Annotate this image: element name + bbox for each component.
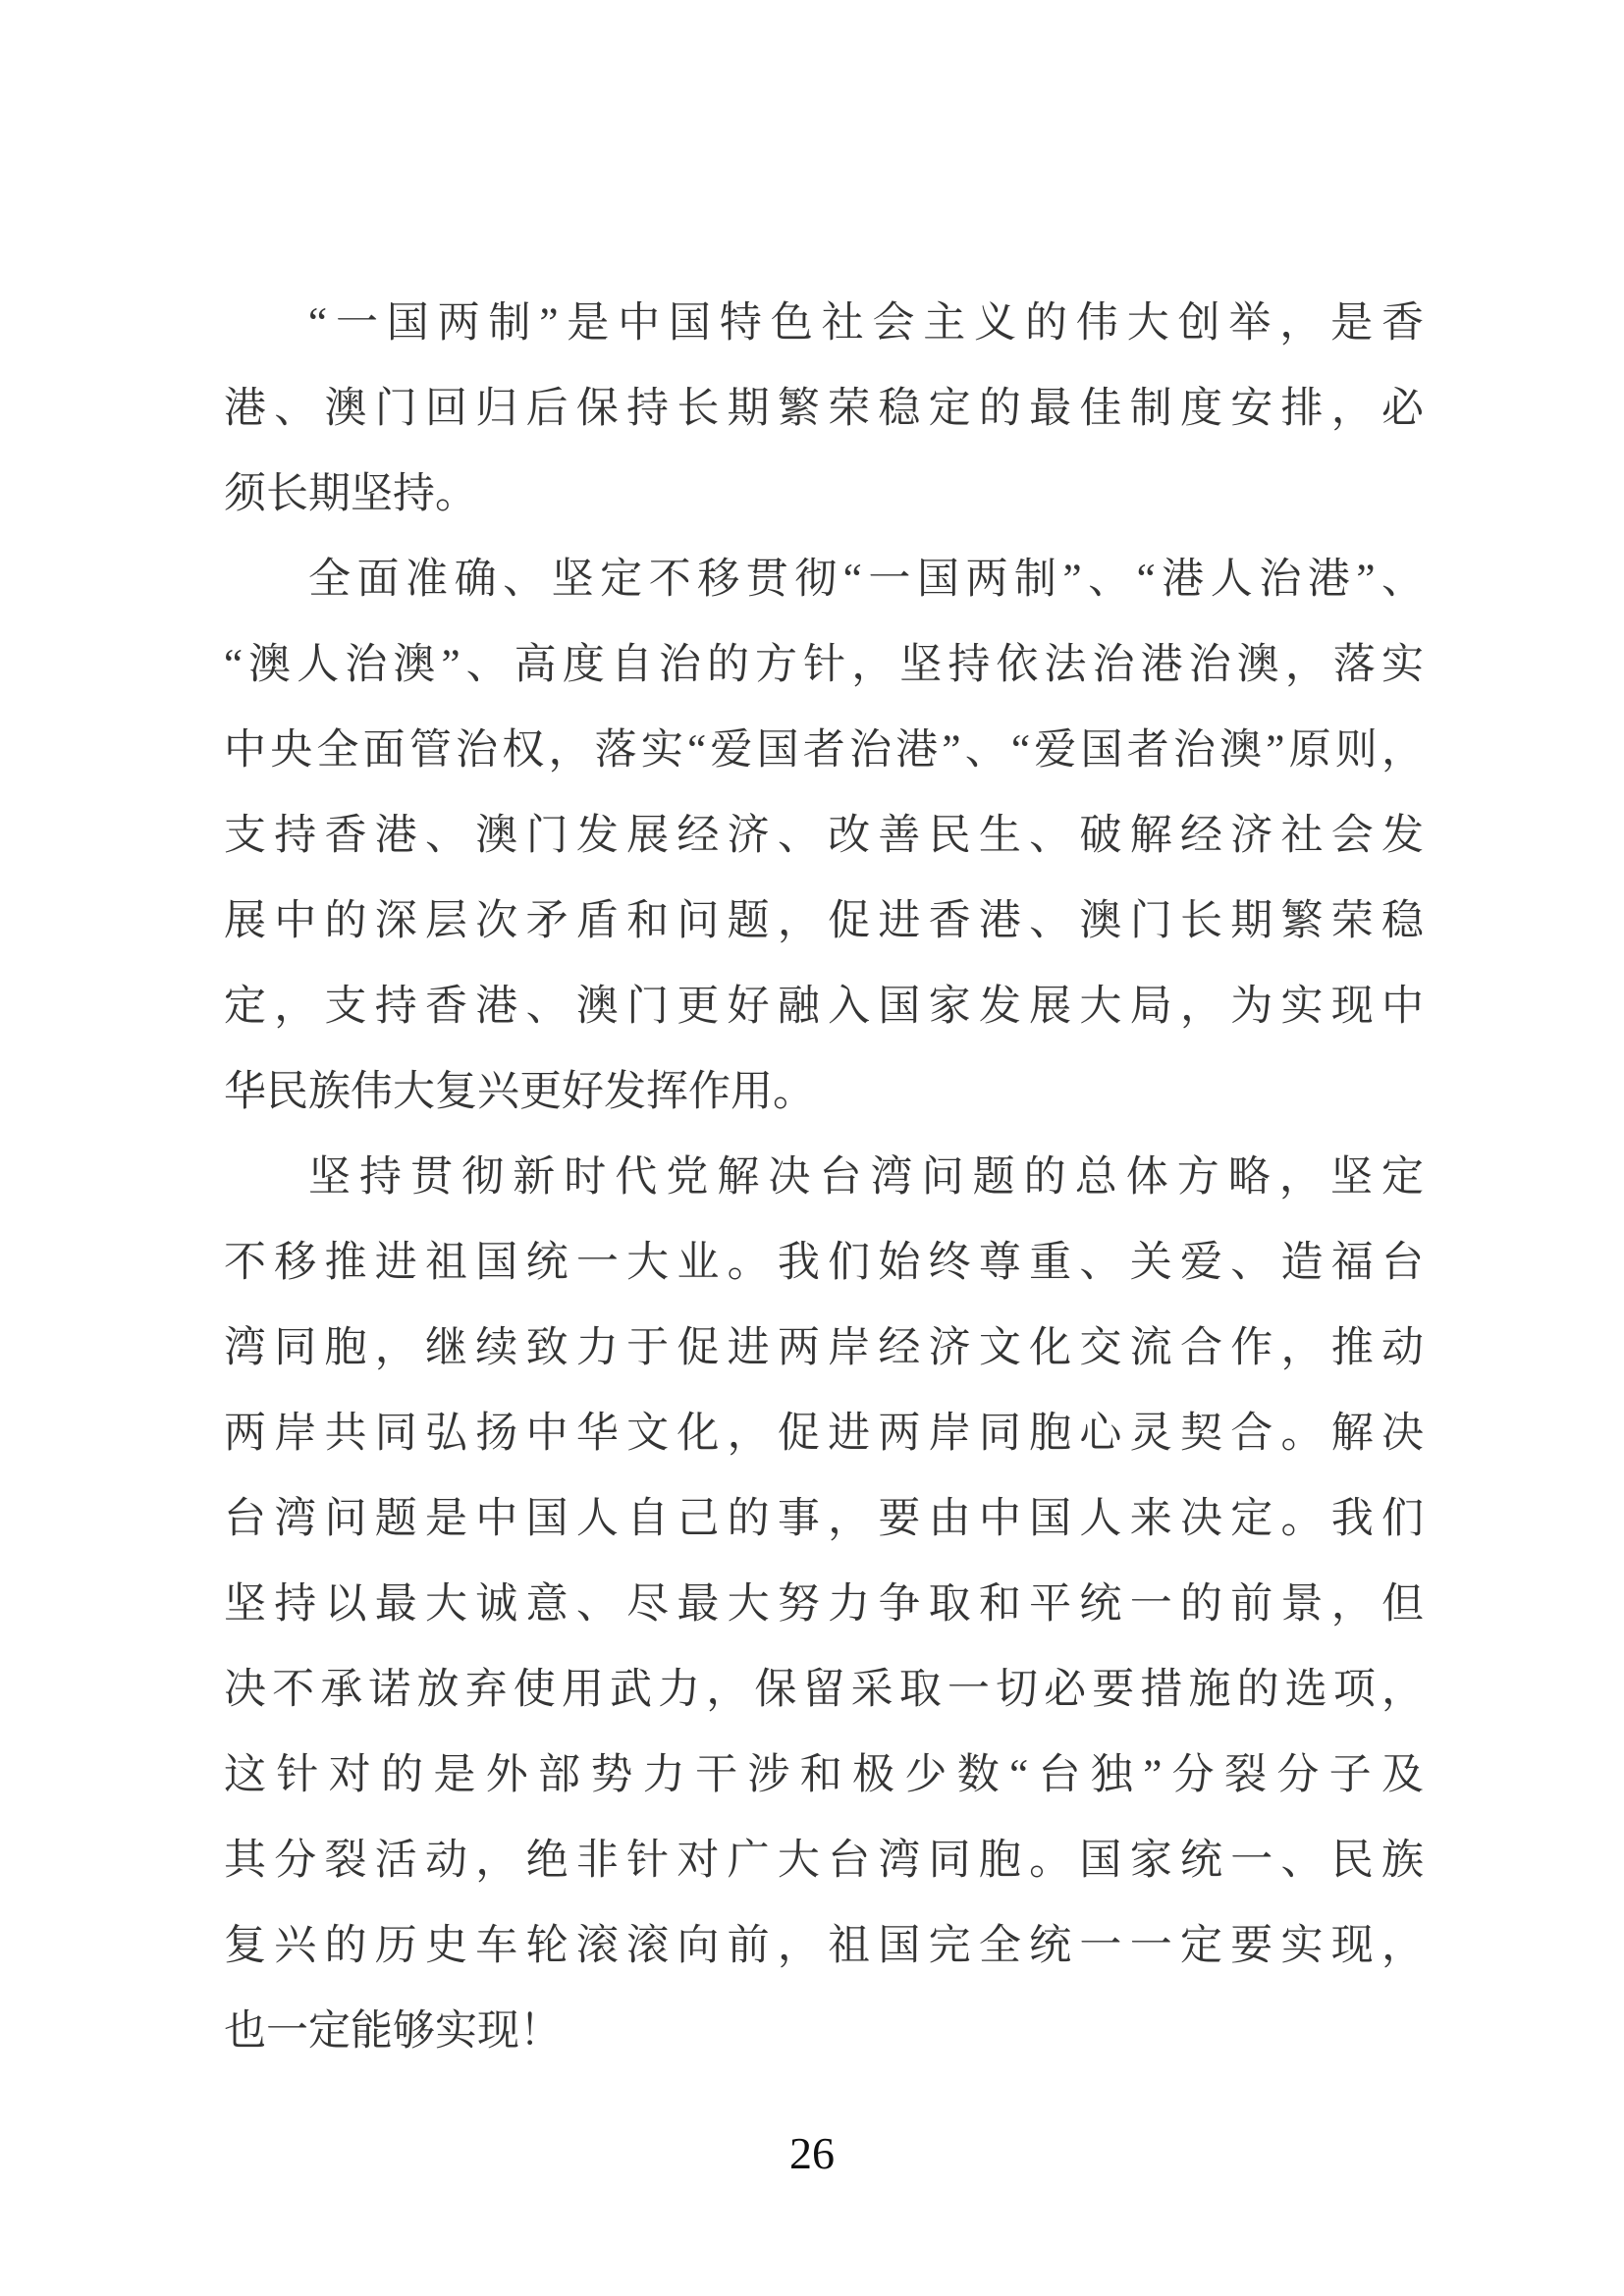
text-line: 也一定能够实现！ <box>224 2008 562 2055</box>
text-line: 展中的深层次矛盾和问题，促进香港、澳门长期繁荣稳 <box>224 898 1424 944</box>
text-line: 定，支持香港、澳门更好融入国家发展大局，为实现中 <box>224 984 1424 1030</box>
text-line: 坚持以最大诚意、尽最大努力争取和平统一的前景，但 <box>224 1581 1424 1628</box>
text-line: 复兴的历史车轮滚滚向前，祖国完全统一一定要实现， <box>224 1923 1424 1969</box>
text-line: 台湾问题是中国人自己的事，要由中国人来决定。我们 <box>224 1496 1424 1542</box>
text-line: “澳人治澳”、高度自治的方针，坚持依法治港治澳，落实 <box>224 642 1424 688</box>
text-line: 须长期坚持。 <box>224 471 477 517</box>
text-line: 决不承诺放弃使用武力，保留采取一切必要措施的选项， <box>224 1667 1424 1713</box>
text-line: 港、澳门回归后保持长期繁荣稳定的最佳制度安排，必 <box>224 386 1424 432</box>
body-text-column <box>224 281 1424 2074</box>
text-line: “一国两制”是中国特色社会主义的伟大创举，是香 <box>308 300 1424 347</box>
text-line: 中央全面管治权，落实“爱国者治港”、“爱国者治澳”原则， <box>224 727 1424 774</box>
text-line: 华民族伟大复兴更好发挥作用。 <box>224 1069 815 1115</box>
text-line: 支持香港、澳门发展经济、改善民生、破解经济社会发 <box>224 813 1424 859</box>
text-line: 坚持贯彻新时代党解决台湾问题的总体方略，坚定 <box>308 1154 1424 1201</box>
text-line: 全面准确、坚定不移贯彻“一国两制”、“港人治港”、 <box>308 557 1424 603</box>
text-line: 其分裂活动，绝非针对广大台湾同胞。国家统一、民族 <box>224 1838 1424 1884</box>
page-number: 26 <box>789 2128 835 2178</box>
text-line: 不移推进祖国统一大业。我们始终尊重、关爱、造福台 <box>224 1240 1424 1286</box>
text-line: 两岸共同弘扬中华文化，促进两岸同胞心灵契合。解决 <box>224 1411 1424 1457</box>
text-line: 湾同胞，继续致力于促进两岸经济文化交流合作，推动 <box>224 1325 1424 1371</box>
text-line: 这针对的是外部势力干涉和极少数“台独”分裂分子及 <box>224 1752 1424 1798</box>
